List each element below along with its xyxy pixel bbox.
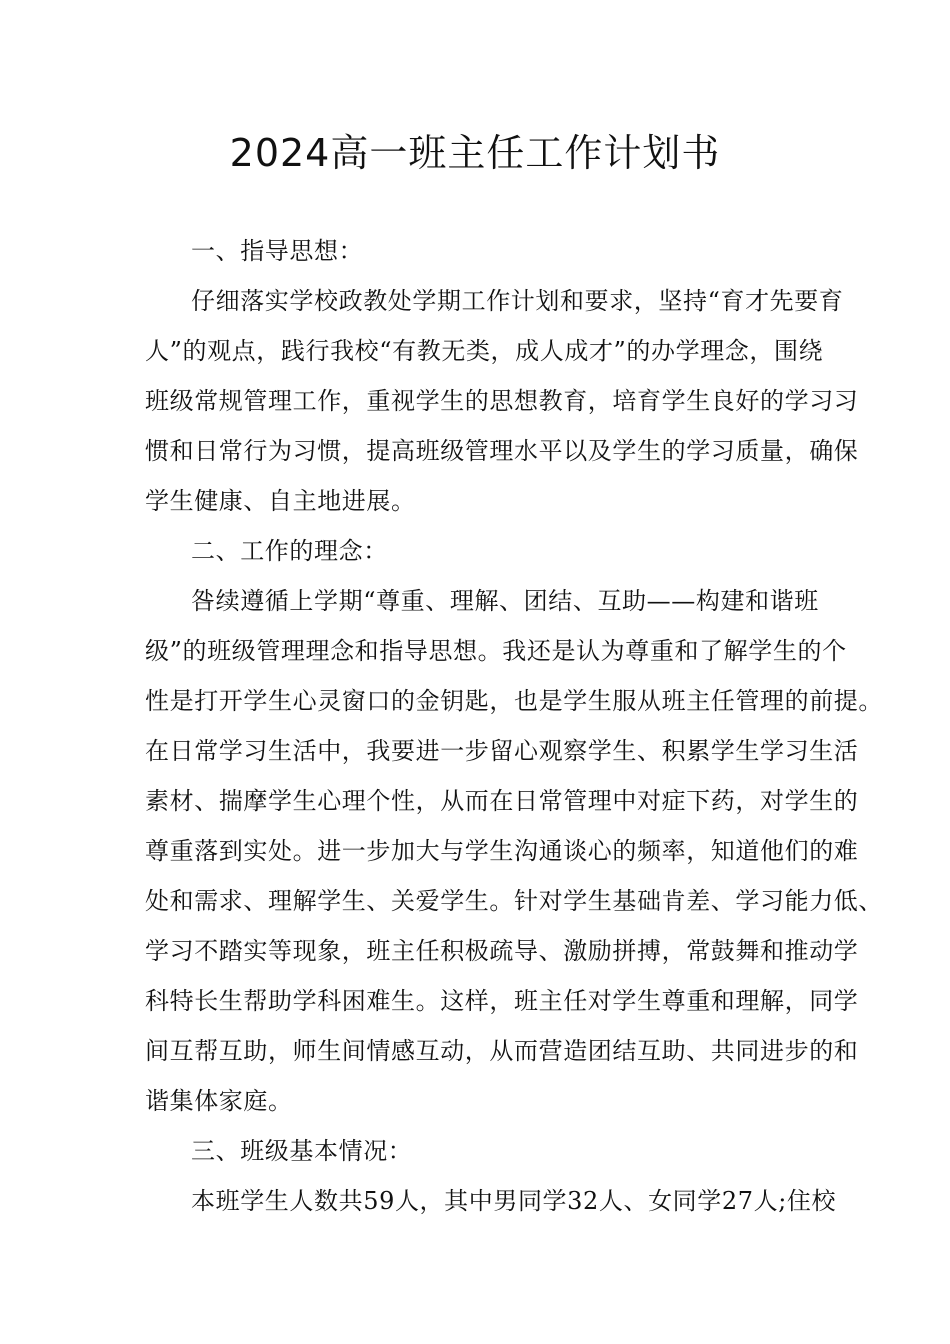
text-line: 学习不踏实等现象，班主任积极疏导、激励拼搏，常鼓舞和推动学 xyxy=(145,937,859,965)
document-title: 2024高一班主任工作计划书 xyxy=(229,131,721,175)
text-line: 惯和日常行为习惯，提高班级管理水平以及学生的学习质量，确保 xyxy=(145,437,859,465)
text-line: 处和需求、理解学生、关爱学生。针对学生基础肯差、学习能力低、 xyxy=(145,887,883,915)
text-line: 科特长生帮助学科困难生。这样，班主任对学生尊重和理解，同学 xyxy=(145,987,859,1015)
text-line: 一、指导思想： xyxy=(191,237,364,265)
text-line: 间互帮互助，师生间情感互动，从而营造团结互助、共同进步的和 xyxy=(145,1037,859,1065)
text-line: 在日常学习生活中，我要进一步留心观察学生、积累学生学习生活 xyxy=(145,737,859,765)
text-line: 三、班级基本情况： xyxy=(191,1137,413,1165)
text-line: 本班学生人数共59人，其中男同学32人、女同学27人;住校 xyxy=(191,1187,837,1215)
text-line: 二、工作的理念： xyxy=(191,537,388,565)
text-line: 性是打开学生心灵窗口的金钥匙，也是学生服从班主任管理的前提。 xyxy=(145,687,883,715)
text-line: 人”的观点，践行我校“有教无类，成人成才”的办学理念，围绕 xyxy=(145,337,824,365)
text-line: 仔细落实学校政教处学期工作计划和要求，坚持“育才先要育 xyxy=(191,287,844,315)
text-line: 尊重落到实处。进一步加大与学生沟通谈心的频率，知道他们的难 xyxy=(145,837,859,865)
text-line: 学生健康、自主地进展。 xyxy=(145,487,416,515)
text-line: 咎续遵循上学期“尊重、理解、团结、互助——构建和谐班 xyxy=(191,587,819,615)
text-line: 级”的班级管理理念和指导思想。我还是认为尊重和了解学生的个 xyxy=(145,637,847,665)
text-line: 素材、揣摩学生心理个性，从而在日常管理中对症下药，对学生的 xyxy=(145,787,859,815)
text-line: 谐集体家庭。 xyxy=(145,1087,293,1115)
text-line: 班级常规管理工作，重视学生的思想教育，培育学生良好的学习习 xyxy=(145,387,859,415)
document-body xyxy=(145,226,883,1226)
